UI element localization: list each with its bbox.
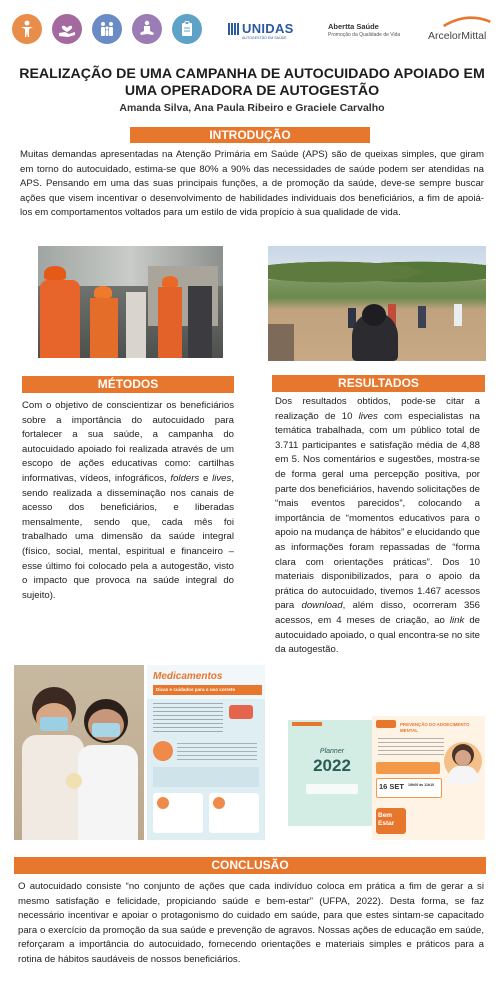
planner-label: Planner [319, 748, 345, 755]
nurses-photo [14, 665, 144, 840]
workers-photo [38, 246, 223, 358]
arcelormittal-swoosh-icon [442, 14, 492, 28]
results-text: Dos resultados obtidos, pode-se citar a realização de 10 lives com especialistas na temática trabalhada, com um público total de 3.711 participantes e satisfação média de 4,88 em 5. Nos comentários e sugestões, mostra-se de forma geral uma percepção positiva, por parte dos beneficiários, havendo solicitações de “mais eventos parecidos”, colocando a importância de “momentos educativos para o apoio na mudança de hábitos” e elucidando que as informações foram repassadas de “forma clara com orientações práticas”. Dos 10 materiais disponibilizados, para o apoio da prática do autocuidado, tivemos 1.467 acessos para download, além disso, ocorreram 356 acessos, em 4 meses de criação, ao link de autocuidado apoiado, o qual encontra-se no site da autogestão. [275, 396, 480, 656]
arcelormittal-wordmark: ArcelorMittal [428, 30, 487, 42]
unidas-wordmark: UNIDAS [242, 21, 294, 36]
planner-year: 2022 [313, 756, 351, 775]
conclusion-text: O autocuidado consiste “no conjunto de ações que cada indivíduo coloca em prática a fim de gerar a si mesmo satisfação e felicidade, propiciando saúde e bem-estar” (UFPA, 2022). Desta forma, se faz necessário incentivar e apoiar o protagonismo do cuidado em saúde, para que estes sintam-se capacitado para o exercício da promoção da sua saúde e prevenção de agravos. Nossas ações de educação em saúde, reforçaram a importância do autocuidado, fornecendo orientações e materiais simples e práticos para a rotina de hábitos saudáveis de nossos beneficiários. [18, 881, 484, 965]
abertta-logo [328, 22, 416, 46]
methods-heading: MÉTODOS [22, 376, 234, 393]
intro-text: Muitas demandas apresentadas na Atenção Primária em Saúde (APS) são de queixas simples, que giram em torno do autocuidado, estima-se que 80% a 90% das necessidades de saúde podem ser atendidas na APS. Pensando em uma das suas principais funções, a de promoção da saúde, deve-se sempre buscar ações que visem incentivar o desenvolvimento de habilidades individuais dos beneficiários, a fim de apoiá-los em comportamentos voltados para um estilo de vida propício à sua qualidade de vida. [20, 149, 484, 219]
poster-authors: Amanda Silva, Ana Paula Ribeiro e Graciele Carvalho [119, 102, 385, 114]
infographic-subtitle: Dicas e cuidados para o uso correto [153, 685, 262, 695]
header-icon-5 [172, 14, 202, 44]
header-icon-2 [52, 14, 82, 44]
intro-heading: INTRODUÇÃO [130, 127, 370, 143]
unidas-tagline: AUTOGESTÃO EM SAÚDE [242, 36, 287, 40]
arcelormittal-logo [428, 14, 500, 48]
clipboard-icon [177, 19, 197, 39]
conclusion-heading: CONCLUSÃO [14, 857, 486, 874]
unidas-logo [228, 20, 298, 46]
live-time: 19h00 às 11h10 [408, 783, 435, 787]
mental-health-live-poster [372, 716, 485, 840]
bem-estar-logo: Bem Estar [378, 812, 395, 827]
infographic-title: Medicamentos [153, 671, 223, 682]
header-icon-1 [12, 14, 42, 44]
poster-title: REALIZAÇÃO DE UMA CAMPANHA DE AUTOCUIDADO APOIADO EM UMA OPERADORA DE AUTOGESTÃO [19, 66, 485, 99]
person-icon [17, 19, 37, 39]
unidas-mark-icon [228, 23, 240, 35]
live-date: 16 SET [379, 782, 405, 791]
header-icon-4 [132, 14, 162, 44]
family-icon [97, 19, 117, 39]
meditation-icon [137, 19, 157, 39]
planner-2022-cover [288, 712, 376, 826]
medications-infographic [147, 665, 265, 840]
hand-heart-icon [57, 19, 77, 39]
live-title: PREVENÇÃO DO ADOECIMENTO MENTAL [400, 722, 470, 733]
methods-text: Com o objetivo de conscientizar os beneficiários sobre a importância do autocuidado para fortalecer a sua saúde, a campanha do autocuidado apoiado foi realizada através de um escopo de ações educativas como: cartilhas informativas, vídeos, infográficos, folders e lives, sendo realizada a disseminação nos canais de acesso dos beneficiários, e liberadas mensalmente, sendo que, cada mês foi trabalhado uma dimensão da saúde integral (físico, social, mental, espiritual e financeiro – esse último foi colocado pela a autogestão, visto o impacto que provoca na saúde integral do sujeito). [22, 400, 234, 601]
results-heading: RESULTADOS [272, 375, 485, 392]
header-icon-3 [92, 14, 122, 44]
abertta-tagline: Promoção da Qualidade de Vida [328, 32, 401, 38]
outdoor-group-photo [268, 246, 486, 361]
abertta-wordmark: Abertta Saúde [328, 22, 379, 31]
